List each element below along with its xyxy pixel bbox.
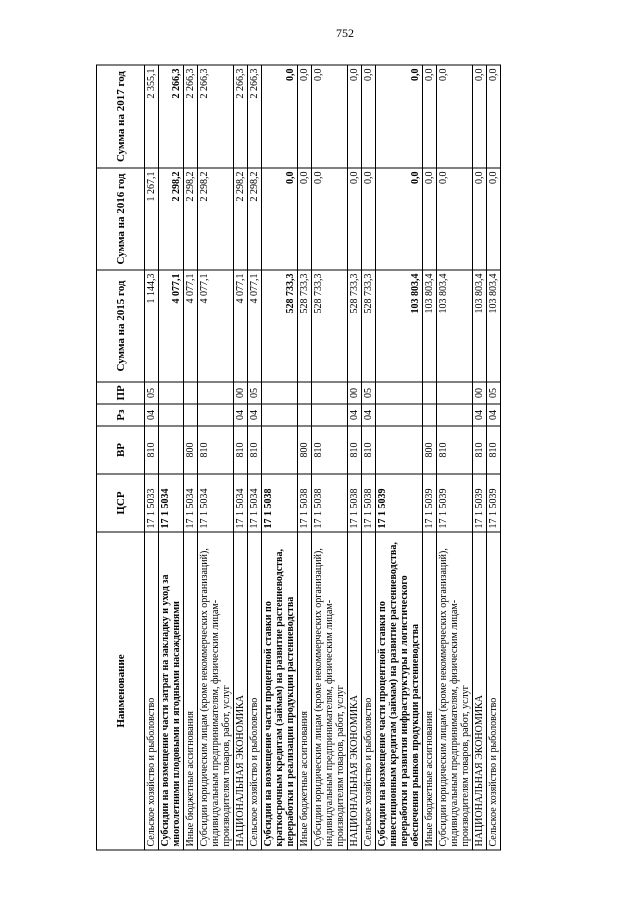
- page-number: 752: [336, 26, 354, 40]
- cell-name: НАЦИОНАЛЬНАЯ ЭКОНОМИКА: [473, 532, 487, 850]
- cell-sum-2016: 0,0: [312, 168, 348, 270]
- cell-csr: 17 1 5038: [362, 474, 376, 532]
- table-row: [159, 65, 184, 850]
- cell-rz: 04: [145, 404, 159, 426]
- table-row: [234, 65, 248, 850]
- cell-sum-2017: 0,0: [348, 65, 362, 168]
- cell-sum-2015: 1 144,3: [145, 270, 159, 382]
- cell-name: Сельское хозяйство и рыболовство: [487, 532, 501, 850]
- cell-sum-2015: 103 803,4: [473, 270, 487, 382]
- header-name: Наименование: [97, 532, 145, 850]
- cell-sum-2017: 0,0: [362, 65, 376, 168]
- cell-vr: 800: [423, 426, 437, 474]
- table-row: [198, 65, 234, 850]
- cell-vr: 800: [184, 426, 198, 474]
- cell-csr: 17 1 5034: [184, 474, 198, 532]
- table-row: [487, 65, 501, 850]
- table-row: [145, 65, 159, 850]
- cell-sum-2016: 0,0: [487, 168, 501, 270]
- cell-pr: 05: [362, 382, 376, 404]
- cell-vr: 810: [473, 426, 487, 474]
- cell-csr: 17 1 5034: [248, 474, 262, 532]
- table-row: [423, 65, 437, 850]
- cell-sum-2017: 0,0: [262, 65, 298, 168]
- cell-name: Иные бюджетные ассигнования: [423, 532, 437, 850]
- cell-pr: 05: [248, 382, 262, 404]
- cell-vr: 800: [298, 426, 312, 474]
- cell-rz: [423, 404, 437, 426]
- cell-vr: 810: [348, 426, 362, 474]
- cell-pr: [198, 382, 234, 404]
- cell-sum-2015: 103 803,4: [376, 270, 423, 382]
- cell-pr: 05: [145, 382, 159, 404]
- cell-sum-2015: 4 077,1: [248, 270, 262, 382]
- cell-sum-2015: 103 803,4: [487, 270, 501, 382]
- header-rz: Рз: [97, 404, 145, 426]
- cell-vr: 810: [248, 426, 262, 474]
- cell-vr: 810: [234, 426, 248, 474]
- cell-vr: 810: [312, 426, 348, 474]
- budget-table: [96, 65, 501, 851]
- cell-sum-2016: 2 298,2: [198, 168, 234, 270]
- header-sum-2017: Сумма на 2017 год: [97, 65, 145, 168]
- cell-pr: [262, 382, 298, 404]
- cell-rz: [184, 404, 198, 426]
- cell-vr: [262, 426, 298, 474]
- cell-rz: [312, 404, 348, 426]
- cell-sum-2017: 0,0: [312, 65, 348, 168]
- table-row: [298, 65, 312, 850]
- table-row: [376, 65, 423, 850]
- cell-sum-2017: 2 355,1: [145, 65, 159, 168]
- cell-rz: [262, 404, 298, 426]
- cell-rz: 04: [348, 404, 362, 426]
- cell-name: Иные бюджетные ассигнования: [184, 532, 198, 850]
- cell-sum-2016: 0,0: [362, 168, 376, 270]
- cell-sum-2015: 528 733,3: [348, 270, 362, 382]
- cell-rz: 04: [362, 404, 376, 426]
- cell-pr: [298, 382, 312, 404]
- cell-pr: [159, 382, 184, 404]
- cell-sum-2016: 0,0: [376, 168, 423, 270]
- cell-rz: 04: [234, 404, 248, 426]
- cell-csr: 17 1 5039: [473, 474, 487, 532]
- header-csr: ЦСР: [97, 474, 145, 532]
- cell-name: Субсидии юридическим лицам (кроме некоммерческих организаций), индивидуальным предпринимателям, физическим лицам-производителям товаров, работ, услуг: [437, 532, 473, 850]
- cell-rz: [159, 404, 184, 426]
- cell-sum-2016: 0,0: [437, 168, 473, 270]
- table-header-row: [97, 65, 145, 850]
- cell-sum-2015: 103 803,4: [423, 270, 437, 382]
- cell-csr: 17 1 5039: [437, 474, 473, 532]
- cell-csr: 17 1 5034: [198, 474, 234, 532]
- cell-name: Субсидии на возмещение части процентной ставки по инвестиционным кредитам (займам) на развитие растениеводства, переработки и развития инфраструктуры и логистического обеспечения рынков продукции растениеводства: [376, 532, 423, 850]
- cell-sum-2016: 2 298,2: [234, 168, 248, 270]
- cell-name: Сельское хозяйство и рыболовство: [248, 532, 262, 850]
- cell-pr: [437, 382, 473, 404]
- table-row: [262, 65, 298, 850]
- budget-table-container: [96, 66, 584, 851]
- cell-sum-2016: 0,0: [423, 168, 437, 270]
- cell-csr: 17 1 5033: [145, 474, 159, 532]
- cell-csr: 17 1 5039: [376, 474, 423, 532]
- cell-pr: [312, 382, 348, 404]
- cell-pr: 05: [487, 382, 501, 404]
- header-sum-2016: Сумма на 2016 год: [97, 168, 145, 270]
- cell-vr: 810: [362, 426, 376, 474]
- table-row: [362, 65, 376, 850]
- cell-name: НАЦИОНАЛЬНАЯ ЭКОНОМИКА: [234, 532, 248, 850]
- cell-sum-2015: 4 077,1: [184, 270, 198, 382]
- cell-rz: 04: [248, 404, 262, 426]
- cell-sum-2017: 0,0: [298, 65, 312, 168]
- cell-vr: 810: [198, 426, 234, 474]
- cell-pr: 00: [473, 382, 487, 404]
- cell-name: Субсидии юридическим лицам (кроме некоммерческих организаций), индивидуальным предпринимателям, физическим лицам-производителям товаров, работ, услуг: [198, 532, 234, 850]
- header-sum-2015: Сумма на 2015 год: [97, 270, 145, 382]
- cell-name: Субсидии юридическим лицам (кроме некоммерческих организаций), индивидуальным предпринимателям, физическим лицам-производителям товаров, работ, услуг: [312, 532, 348, 850]
- cell-sum-2016: 0,0: [298, 168, 312, 270]
- header-vr: ВР: [97, 426, 145, 474]
- cell-name: Сельское хозяйство и рыболовство: [362, 532, 376, 850]
- cell-sum-2017: 2 266,3: [159, 65, 184, 168]
- cell-sum-2016: 2 298,2: [184, 168, 198, 270]
- cell-csr: 17 1 5038: [348, 474, 362, 532]
- cell-sum-2017: 0,0: [423, 65, 437, 168]
- table-row: [184, 65, 198, 850]
- table-row: [437, 65, 473, 850]
- cell-sum-2017: 2 266,3: [248, 65, 262, 168]
- cell-pr: 00: [348, 382, 362, 404]
- cell-sum-2016: 0,0: [473, 168, 487, 270]
- cell-sum-2017: 0,0: [437, 65, 473, 168]
- cell-sum-2017: 2 266,3: [234, 65, 248, 168]
- cell-sum-2017: 0,0: [376, 65, 423, 168]
- cell-sum-2017: 2 266,3: [198, 65, 234, 168]
- cell-vr: 810: [487, 426, 501, 474]
- cell-sum-2015: 528 733,3: [298, 270, 312, 382]
- header-pr: ПР: [97, 382, 145, 404]
- cell-sum-2015: 528 733,3: [262, 270, 298, 382]
- cell-csr: 17 1 5039: [487, 474, 501, 532]
- cell-sum-2015: 528 733,3: [362, 270, 376, 382]
- cell-pr: [184, 382, 198, 404]
- cell-sum-2015: 4 077,1: [198, 270, 234, 382]
- cell-sum-2016: 2 298,2: [159, 168, 184, 270]
- cell-rz: 04: [473, 404, 487, 426]
- cell-csr: 17 1 5034: [159, 474, 184, 532]
- cell-rz: [298, 404, 312, 426]
- cell-csr: 17 1 5034: [234, 474, 248, 532]
- cell-sum-2015: 103 803,4: [437, 270, 473, 382]
- cell-sum-2016: 0,0: [262, 168, 298, 270]
- cell-pr: [423, 382, 437, 404]
- cell-vr: 810: [437, 426, 473, 474]
- cell-rz: [376, 404, 423, 426]
- cell-csr: 17 1 5039: [423, 474, 437, 532]
- cell-vr: 810: [145, 426, 159, 474]
- cell-name: Сельское хозяйство и рыболовство: [145, 532, 159, 850]
- cell-name: Субсидии на возмещение части затрат на закладку и уход за многолетними плодовыми и ягодными насаждениями: [159, 532, 184, 850]
- cell-sum-2016: 1 267,1: [145, 168, 159, 270]
- cell-csr: 17 1 5038: [298, 474, 312, 532]
- cell-name: Субсидии на возмещение части процентной ставки по краткосрочным кредитам (займам) на развитие растениеводства, переработки и реализации продукции растениеводства: [262, 532, 298, 850]
- cell-rz: 04: [487, 404, 501, 426]
- cell-vr: [159, 426, 184, 474]
- table-body: [145, 65, 501, 850]
- cell-sum-2017: 0,0: [473, 65, 487, 168]
- table-row: [473, 65, 487, 850]
- cell-name: Иные бюджетные ассигнования: [298, 532, 312, 850]
- cell-pr: [376, 382, 423, 404]
- cell-sum-2016: 0,0: [348, 168, 362, 270]
- table-row: [348, 65, 362, 850]
- cell-pr: 00: [234, 382, 248, 404]
- cell-name: НАЦИОНАЛЬНАЯ ЭКОНОМИКА: [348, 532, 362, 850]
- cell-sum-2017: 2 266,3: [184, 65, 198, 168]
- table-row: [248, 65, 262, 850]
- cell-rz: [198, 404, 234, 426]
- cell-sum-2017: 0,0: [487, 65, 501, 168]
- table-row: [312, 65, 348, 850]
- cell-sum-2015: 4 077,1: [234, 270, 248, 382]
- cell-sum-2015: 4 077,1: [159, 270, 184, 382]
- cell-vr: [376, 426, 423, 474]
- cell-csr: 17 1 5038: [262, 474, 298, 532]
- cell-csr: 17 1 5038: [312, 474, 348, 532]
- cell-rz: [437, 404, 473, 426]
- cell-sum-2016: 2 298,2: [248, 168, 262, 270]
- cell-sum-2015: 528 733,3: [312, 270, 348, 382]
